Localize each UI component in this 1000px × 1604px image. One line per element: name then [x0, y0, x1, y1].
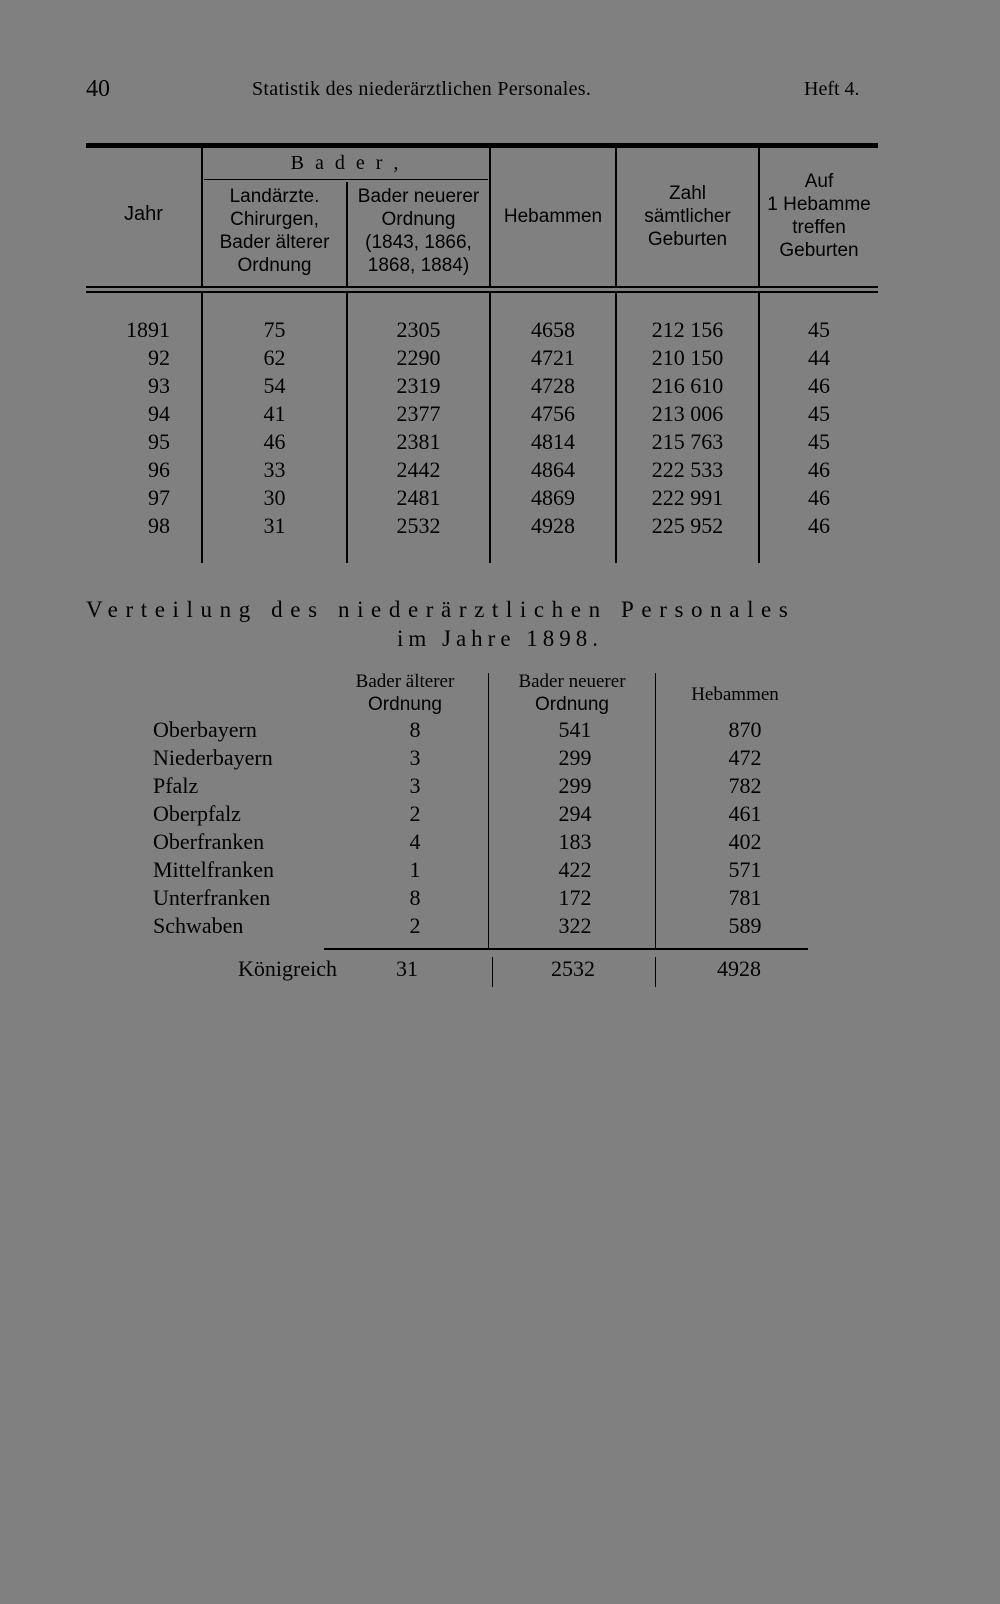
cell-neuer: 294: [558, 801, 592, 826]
cell-year: 92: [148, 345, 170, 370]
cell-aelter: 8: [409, 885, 421, 910]
cell-neuer: 299: [558, 773, 592, 798]
table-row: [0, 485, 1000, 513]
table-row: [0, 857, 1000, 885]
header-landaerzte: Landärzte. Chirurgen, Bader älterer Ordnung: [219, 186, 330, 276]
section-title: Verteilung des niederärztlichen Personales: [86, 597, 796, 622]
table-row: [0, 745, 1000, 773]
cell-landaerzte: 31: [263, 513, 286, 538]
cell-total-neuer: 2532: [551, 956, 595, 981]
cell-year: 93: [148, 373, 170, 398]
cell-region: Niederbayern: [153, 745, 273, 770]
cell-region: Mittelfranken: [153, 857, 274, 882]
cell-hebammen: 4728: [531, 373, 575, 398]
header-hebammen-2: Hebammen: [691, 684, 779, 705]
cell-hebammen: 571: [728, 857, 762, 882]
cell-neuer: 172: [558, 885, 592, 910]
cell-hebammen: 589: [728, 913, 762, 938]
header-bader-aelterer: Bader älterer Ordnung: [355, 671, 455, 715]
table-row: [0, 345, 1000, 373]
cell-aelter: 8: [409, 717, 421, 742]
cell-aelter: 3: [409, 745, 421, 770]
cell-year: 95: [148, 429, 170, 454]
table-row: [0, 373, 1000, 401]
cell-hebammen: 4756: [531, 401, 575, 426]
cell-total-hebammen: 4928: [717, 956, 761, 981]
table-1-header-rule: [86, 286, 878, 288]
cell-bader-neuerer: 2377: [396, 401, 441, 426]
cell-aelter: 1: [409, 857, 421, 882]
cell-geburten: 213 006: [651, 401, 724, 426]
cell-aelter: 2: [409, 801, 421, 826]
cell-hebammen: 461: [728, 801, 762, 826]
header-bader-neuerer-2: Bader neuerer Ordnung: [518, 671, 626, 715]
cell-aelter: 3: [409, 773, 421, 798]
cell-ratio: 46: [808, 513, 830, 538]
table-row: [0, 513, 1000, 541]
table-row: [0, 801, 1000, 829]
table-row: [0, 401, 1000, 429]
cell-ratio: 46: [808, 373, 830, 398]
cell-neuer: 422: [558, 857, 592, 882]
cell-bader-neuerer: 2290: [396, 345, 441, 370]
cell-landaerzte: 62: [263, 345, 286, 370]
cell-region: Unterfranken: [153, 885, 271, 910]
header-hebammen: Hebammen: [503, 206, 603, 227]
cell-bader-neuerer: 2319: [396, 373, 441, 398]
table-row: [0, 773, 1000, 801]
section-subtitle: im Jahre 1898.: [396, 626, 604, 651]
header-ratio: Auf 1 Hebamme treffen Geburten: [767, 171, 871, 261]
cell-year: 97: [148, 485, 170, 510]
cell-ratio: 46: [808, 457, 830, 482]
header-jahr: Jahr: [124, 203, 163, 225]
cell-region: Oberpfalz: [153, 801, 241, 826]
cell-hebammen: 781: [728, 885, 762, 910]
cell-geburten: 215 763: [651, 429, 724, 454]
header-geburten: Zahl sämtlicher Geburten: [644, 183, 731, 250]
cell-hebammen: 4658: [531, 317, 575, 342]
total-rule: [324, 948, 808, 950]
cell-hebammen: 782: [728, 773, 762, 798]
cell-hebammen: 4814: [531, 429, 575, 454]
cell-geburten: 212 156: [651, 317, 724, 342]
cell-bader-neuerer: 2442: [396, 457, 441, 482]
cell-aelter: 4: [409, 829, 421, 854]
cell-geburten: 222 533: [651, 457, 724, 482]
table-row: [0, 829, 1000, 857]
cell-landaerzte: 46: [263, 429, 286, 454]
cell-region: Oberbayern: [153, 717, 257, 742]
cell-ratio: 45: [808, 317, 830, 342]
cell-hebammen: 4721: [531, 345, 575, 370]
cell-region: Pfalz: [153, 773, 199, 798]
cell-bader-neuerer: 2481: [396, 485, 441, 510]
cell-geburten: 225 952: [651, 513, 724, 538]
cell-neuer: 322: [558, 913, 592, 938]
cell-geburten: 222 991: [651, 485, 724, 510]
cell-landaerzte: 54: [263, 373, 286, 398]
cell-year: 1891: [126, 317, 170, 342]
cell-neuer: 541: [558, 717, 592, 742]
cell-region: Schwaben: [153, 913, 244, 938]
header-bader-group: B a d e r ,: [290, 152, 402, 174]
table-row: [0, 457, 1000, 485]
cell-hebammen: 472: [728, 745, 762, 770]
cell-ratio: 45: [808, 401, 830, 426]
cell-year: 94: [148, 401, 170, 426]
cell-region: Oberfranken: [153, 829, 265, 854]
cell-geburten: 210 150: [651, 345, 724, 370]
table-row: [0, 317, 1000, 345]
cell-aelter: 2: [409, 913, 421, 938]
cell-ratio: 46: [808, 485, 830, 510]
cell-landaerzte: 33: [263, 457, 286, 482]
running-title: Statistik des niederärztlichen Personales.: [252, 78, 592, 100]
cell-hebammen: 870: [728, 717, 762, 742]
cell-hebammen: 4864: [531, 457, 575, 482]
cell-total-aelter: 31: [396, 956, 418, 981]
table-row: [0, 913, 1000, 941]
cell-ratio: 45: [808, 429, 830, 454]
cell-total-label: Königreich: [238, 956, 337, 981]
cell-bader-neuerer: 2532: [396, 513, 441, 538]
cell-bader-neuerer: 2381: [396, 429, 441, 454]
table-row: [0, 429, 1000, 457]
cell-bader-neuerer: 2305: [396, 317, 441, 342]
cell-year: 98: [148, 513, 170, 538]
cell-hebammen: 402: [728, 829, 762, 854]
cell-neuer: 299: [558, 745, 592, 770]
issue-label: Heft 4.: [804, 78, 860, 100]
cell-hebammen: 4869: [531, 485, 575, 510]
cell-ratio: 44: [808, 345, 830, 370]
header-bader-neuerer: Bader neuerer Ordnung (1843, 1866, 1868, 1884): [357, 186, 480, 276]
table-row: [0, 717, 1000, 745]
cell-year: 96: [148, 457, 170, 482]
page-number: 40: [86, 76, 110, 102]
cell-landaerzte: 30: [263, 485, 286, 510]
cell-hebammen: 4928: [531, 513, 575, 538]
table-row: [0, 885, 1000, 913]
total-row: [0, 956, 1000, 986]
cell-landaerzte: 41: [263, 401, 286, 426]
cell-landaerzte: 75: [263, 317, 286, 342]
cell-neuer: 183: [558, 829, 592, 854]
cell-geburten: 216 610: [651, 373, 724, 398]
